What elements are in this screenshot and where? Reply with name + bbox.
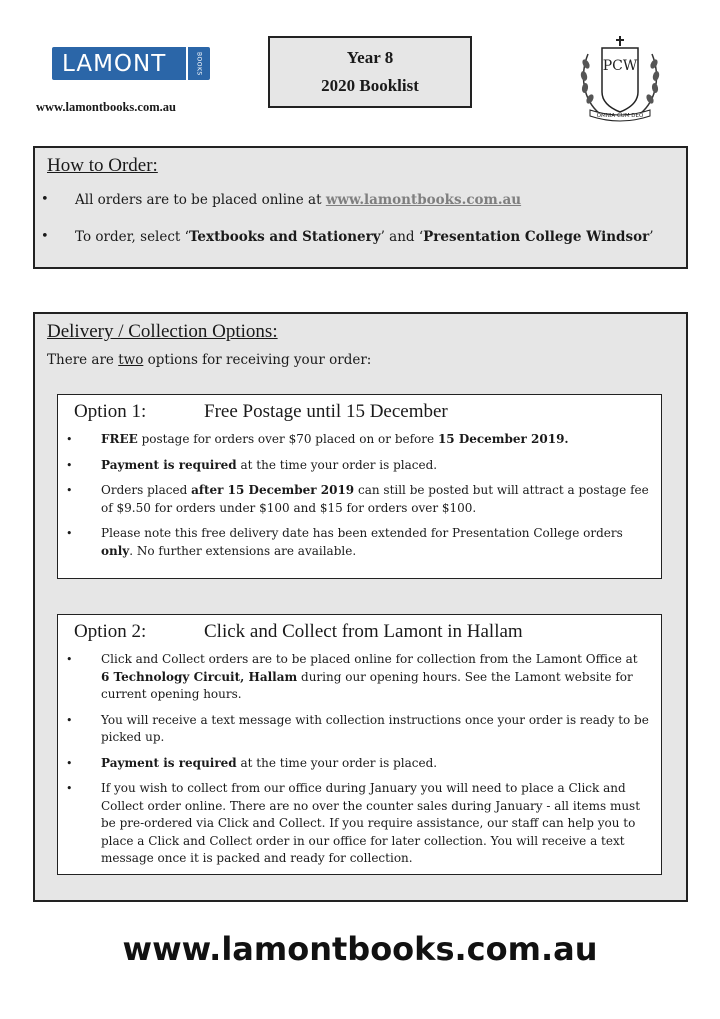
how-to-order-heading: How to Order: <box>47 155 158 176</box>
order-item2-prefix: To order, select ‘ <box>75 229 189 245</box>
header-website: www.lamontbooks.com.au <box>36 100 176 114</box>
order-item2-mid: ’ and ‘ <box>380 229 424 245</box>
o1-b3-text1: Orders placed <box>101 483 192 497</box>
list-item <box>58 457 661 475</box>
option-2-title <box>74 621 523 643</box>
crest-motto: OMNIA CUM DEO <box>596 113 644 119</box>
delivery-collection-panel <box>33 312 688 902</box>
lamont-website-link[interactable]: www.lamontbooks.com.au <box>325 192 522 208</box>
intro-underlined: two <box>118 352 144 368</box>
option-2-box <box>57 614 662 875</box>
title-box <box>268 36 472 108</box>
option-1-list <box>58 431 661 568</box>
option-1-box <box>57 394 662 579</box>
o2-b3-text: at the time your order is placed. <box>236 755 438 770</box>
intro-prefix: There are <box>47 352 119 368</box>
booklist-label: 2020 Booklist <box>321 76 419 95</box>
how-to-order-panel <box>33 146 688 269</box>
o1-b1-date: 15 December 2019. <box>437 432 569 446</box>
order-list <box>35 190 686 264</box>
logo-text: LAMONT <box>52 47 188 80</box>
intro-suffix: options for receiving your order: <box>143 352 372 368</box>
o2-b4-text: If you wish to collect from our office during January you will need to place a Click and Collect order online. There are no over the counter sales during January - all items must be pre-ordered via Click and Collect. If you require assistance, our staff can help you to place a Click and Collect order in our office for later collection. You will receive a text message once it is packed and ready for collection. <box>101 781 641 865</box>
o1-b4-text2: . No further extensions are available. <box>129 543 357 558</box>
option-2-heading: Click and Collect from Lamont in Hallam <box>204 621 523 642</box>
o1-b4-text1: Please note this free delivery date has been extended for Presentation College orders <box>101 526 623 540</box>
o2-payment-required: Payment is required <box>101 755 237 770</box>
list-item <box>35 190 686 227</box>
o1-b1-text: postage for orders over $70 placed on or before <box>137 432 438 446</box>
order-item1-text: All orders are to be placed online at <box>75 192 326 208</box>
order-item2-suffix: ’ <box>649 229 654 245</box>
list-item <box>58 755 661 773</box>
option-1-number: Option 1: <box>74 401 147 422</box>
logo-side-text: BOOKS <box>188 47 210 80</box>
o1-b4-only: only <box>101 543 130 558</box>
list-item <box>58 525 661 560</box>
list-item <box>58 431 661 449</box>
o2-b1-text2: during our opening hours. See the Lamont website for current opening hours. <box>101 669 633 701</box>
lamont-logo <box>52 47 210 80</box>
o2-b2-text: You will receive a text message with collection instructions once your order is ready to be picked up. <box>101 712 649 744</box>
o1-b2-text: at the time your order is placed. <box>236 457 438 472</box>
college-name-label: Presentation College Windsor <box>423 229 650 245</box>
delivery-heading: Delivery / Collection Options: <box>47 321 278 342</box>
o1-b3-date: after 15 December 2019 <box>191 483 355 497</box>
o2-b1-text1: Click and Collect orders are to be placed online for collection from the Lamont Office at <box>101 652 638 666</box>
list-item <box>58 712 661 747</box>
list-item <box>58 780 661 868</box>
o1-b3-text2: can still be posted but will attract a postage fee of $9.50 for orders under $100 and $15 for orders over $100. <box>101 483 649 515</box>
free-label: FREE <box>101 432 138 446</box>
year-label: Year 8 <box>346 48 394 67</box>
list-item <box>58 482 661 517</box>
list-item <box>58 651 661 704</box>
o1-payment-required: Payment is required <box>101 457 237 472</box>
option-1-heading: Free Postage until 15 December <box>204 401 448 422</box>
option-2-list <box>58 651 661 876</box>
crest-letters: PCW <box>602 58 638 74</box>
school-crest-icon <box>580 34 660 126</box>
delivery-intro <box>47 352 371 368</box>
footer-website: www.lamontbooks.com.au <box>122 930 598 968</box>
list-item <box>35 227 686 264</box>
textbooks-stationery-label: Textbooks and Stationery <box>188 229 381 245</box>
o2-address: 6 Technology Circuit, Hallam <box>101 669 298 684</box>
option-1-title <box>74 401 448 423</box>
option-2-number: Option 2: <box>74 621 147 642</box>
